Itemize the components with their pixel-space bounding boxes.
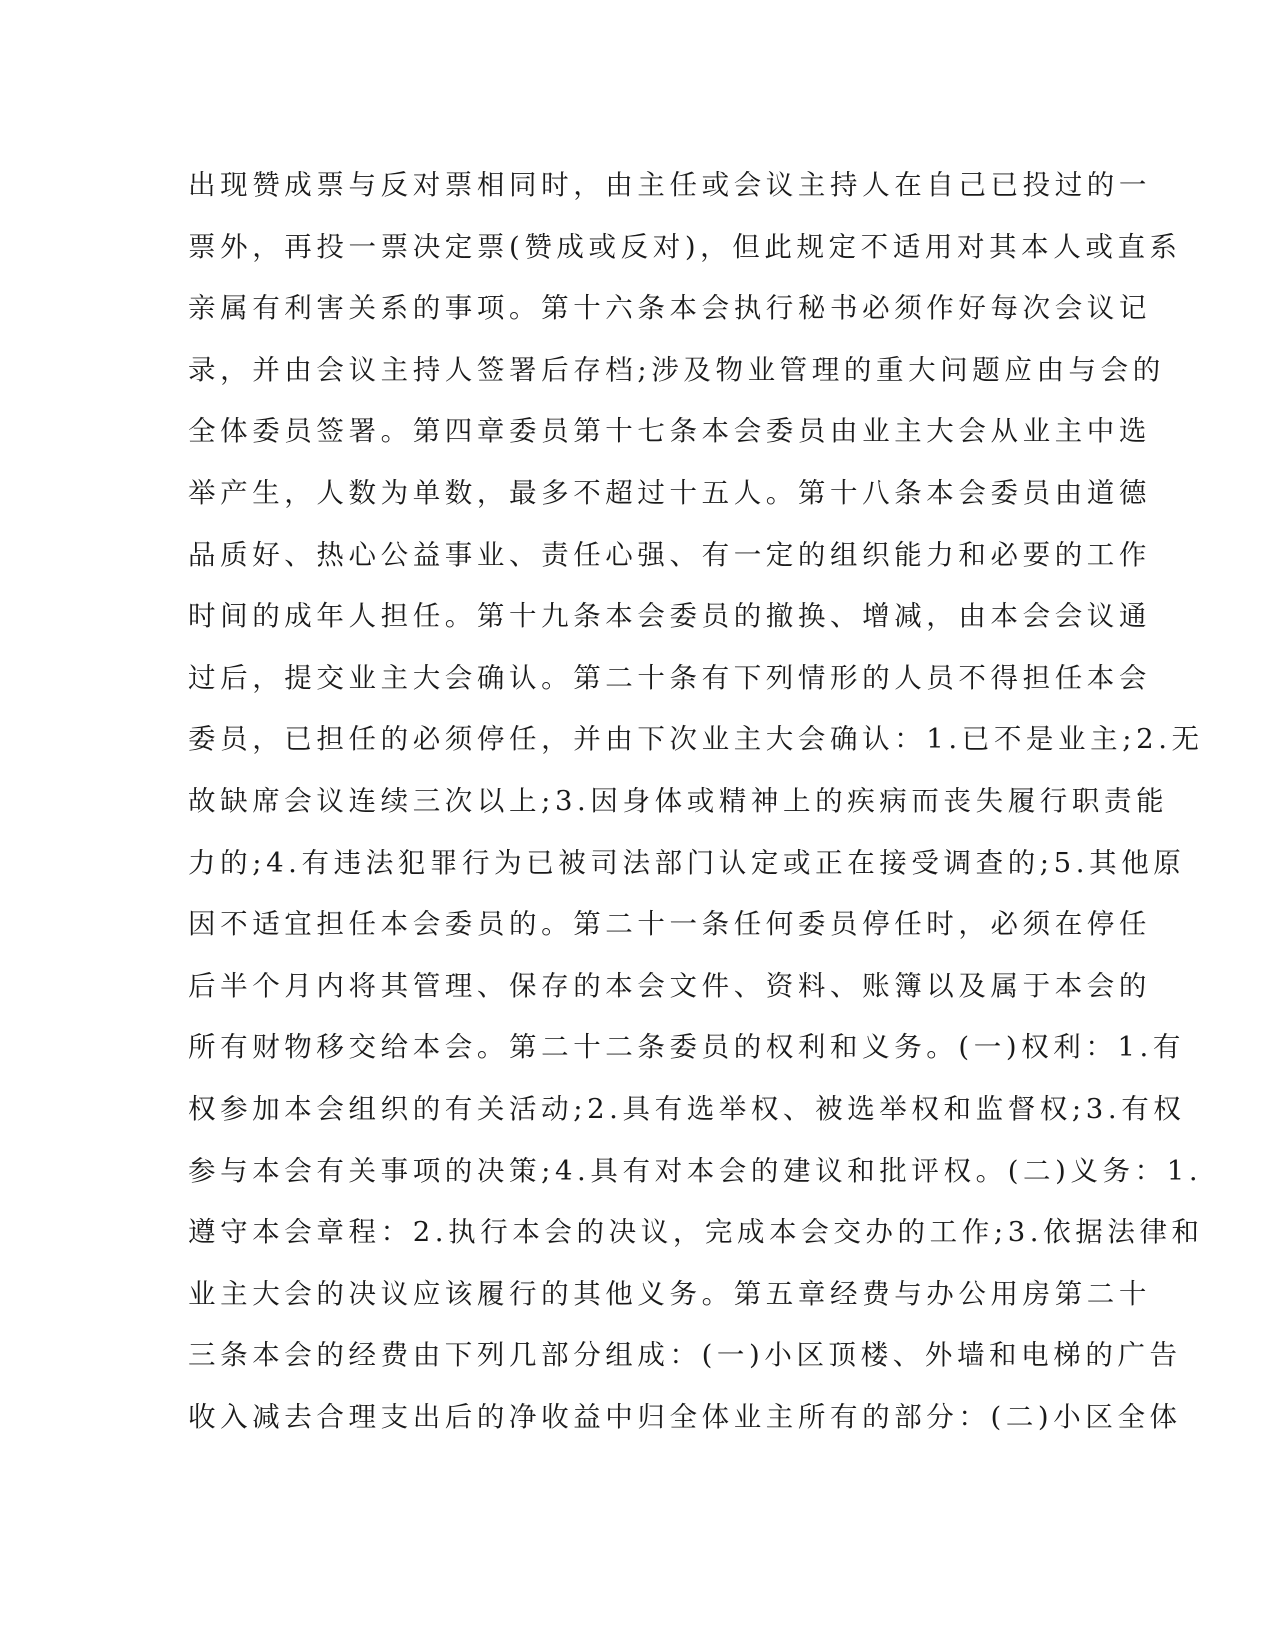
text-line: 权参加本会组织的有关活动;2.具有选举权、被选举权和监督权;3.有权 xyxy=(188,1092,1186,1125)
text-line: 全体委员签署。第四章委员第十七条本会委员由业主大会从业主中选 xyxy=(188,415,1151,448)
text-line: 品质好、热心公益事业、责任心强、有一定的组织能力和必要的工作 xyxy=(188,538,1151,571)
text-line: 三条本会的经费由下列几部分组成：(一)小区顶楼、外墙和电梯的广告 xyxy=(188,1339,1182,1372)
text-line: 所有财物移交给本会。第二十二条委员的权利和义务。(一)权利：1.有 xyxy=(188,1031,1185,1064)
text-line: 时间的成年人担任。第十九条本会委员的撤换、增减，由本会会议通 xyxy=(188,600,1151,633)
text-line: 故缺席会议连续三次以上;3.因身体或精神上的疾病而丧失履行职责能 xyxy=(188,784,1169,817)
text-line: 因不适宜担任本会委员的。第二十一条任何委员停任时，必须在停任 xyxy=(188,908,1151,941)
body-text xyxy=(188,155,1204,1448)
text-line: 亲属有利害关系的事项。第十六条本会执行秘书必须作好每次会议记 xyxy=(188,292,1151,325)
text-line: 业主大会的决议应该履行的其他义务。第五章经费与办公用房第二十 xyxy=(188,1277,1151,1310)
text-line: 票外，再投一票决定票(赞成或反对)，但此规定不适用对其本人或直系 xyxy=(188,230,1182,263)
text-line: 收入减去合理支出后的净收益中归全体业主所有的部分：(二)小区全体 xyxy=(188,1400,1182,1433)
text-line: 力的;4.有违法犯罪行为已被司法部门认定或正在接受调查的;5.其他原 xyxy=(188,846,1186,879)
text-line: 遵守本会章程：2.执行本会的决议，完成本会交办的工作;3.依据法律和 xyxy=(188,1216,1204,1249)
text-line: 过后，提交业主大会确认。第二十条有下列情形的人员不得担任本会 xyxy=(188,661,1151,694)
text-line: 参与本会有关事项的决策;4.具有对本会的建议和批评权。(二)义务：1. xyxy=(188,1154,1203,1187)
text-line: 出现赞成票与反对票相同时，由主任或会议主持人在自己已投过的一 xyxy=(188,169,1151,201)
text-line: 举产生，人数为单数，最多不超过十五人。第十八条本会委员由道德 xyxy=(188,476,1151,509)
text-line: 录，并由会议主持人签署后存档;涉及物业管理的重大问题应由与会的 xyxy=(188,353,1165,386)
text-line: 委员，已担任的必须停任，并由下次业主大会确认：1.已不是业主;2.无 xyxy=(188,723,1204,756)
text-line: 后半个月内将其管理、保存的本会文件、资料、账簿以及属于本会的 xyxy=(188,969,1151,1002)
